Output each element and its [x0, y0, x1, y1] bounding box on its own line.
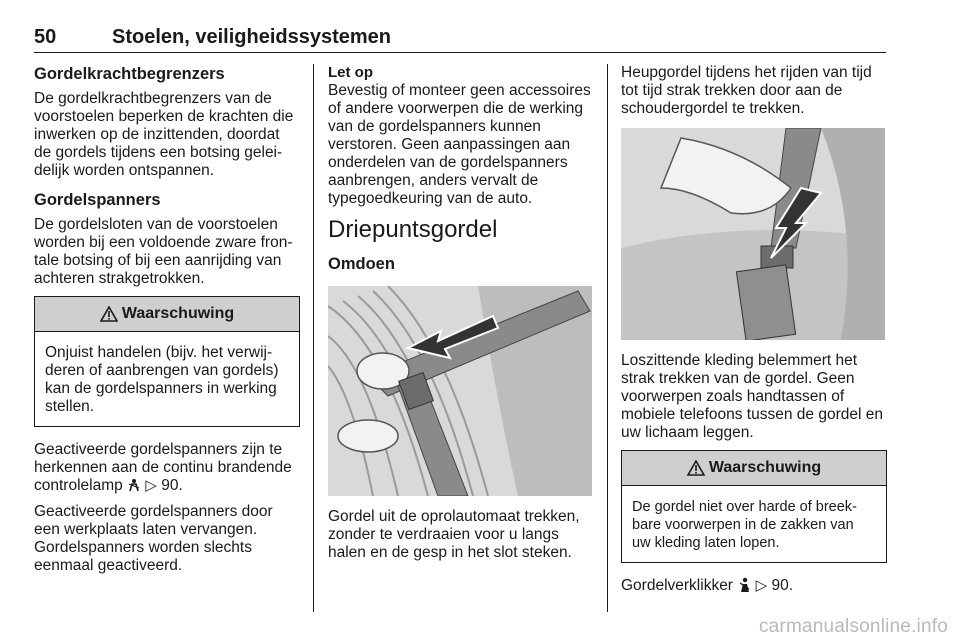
warning-triangle-icon — [687, 460, 705, 476]
warning-text: Onjuist handelen (bijv. het verwijderen of aanbrengen van gordels) kan de gordelspanners in werking stellen. — [45, 344, 279, 415]
column-1 — [34, 64, 300, 583]
paragraph-clothing: Loszittende kleding belemmert het strak trekken van de gordel. Geen voorwerpen zoals handtassen of mobiele telefoons tussen de gordel en uw lichaam leggen. — [621, 352, 883, 441]
belt-tighten-illustration — [621, 128, 885, 340]
warning-header — [622, 451, 886, 486]
column-divider — [313, 64, 314, 612]
page-reference-icon: ▷ — [145, 477, 157, 494]
page-number: 50 — [34, 26, 57, 48]
paragraph-replace: Geactiveerde gordelspanners door een werkplaats laten vervangen. Gordelspanners worden slechts eenmaal geactiveerd. — [34, 503, 273, 574]
seatbelt-reminder-icon — [737, 577, 751, 593]
warning-title: Waarschuwing — [121, 305, 235, 322]
page-header — [34, 26, 886, 53]
warning-text: De gordel niet over harde of breekbare voorwerpen in de zakken van uw kleding laten lopen. — [632, 499, 857, 551]
pretensioner-warning-lamp-icon — [127, 478, 141, 492]
paragraph-reminder — [621, 577, 887, 595]
heading-pretensioners: Gordelspanners — [34, 191, 161, 209]
paragraph-limiters: De gordelkrachtbegrenzers van de voorstoelen beperken de krachten die inwerken op de inzittenden, doordat de gordels tijdens een botsing geleidelijk worden ontspannen. — [34, 90, 294, 179]
warning-box — [621, 450, 887, 563]
paragraph-activated — [34, 441, 300, 495]
column-2 — [328, 64, 594, 570]
warning-triangle-icon — [100, 306, 118, 322]
page-reference: 90. — [161, 477, 183, 494]
belt-fastening-illustration — [328, 286, 592, 496]
warning-header — [35, 297, 299, 332]
heading-belt-limiters: Gordelkrachtbegrenzers — [34, 65, 225, 83]
paragraph-reminder-text: Gordelverklikker — [621, 577, 733, 594]
paragraph-fasten: Gordel uit de oprolautomaat trekken, zonder te verdraaien voor u langs halen en de gesp in het slot steken. — [328, 508, 580, 561]
column-3 — [621, 64, 887, 603]
paragraph-activated-text: Geactiveerde gordelspanners zijn te herkennen aan de continu brandende controlelamp — [34, 441, 292, 494]
paragraph-pretensioners: De gordelsloten van de voorstoelen worden bij een voldoende zware frontale botsing of bij een aanrijding van achteren strakgetrokken. — [34, 216, 293, 287]
paragraph-lap-belt: Heupgordel tijdens het rijden van tijd tot tijd strak trekken door aan de schoudergordel te trekken. — [621, 64, 872, 117]
watermark: carmanualsonline.info — [758, 616, 948, 637]
warning-box — [34, 296, 300, 427]
column-divider — [607, 64, 608, 612]
page-reference: 90. — [771, 577, 794, 594]
page-title: Stoelen, veiligheidssystemen — [112, 26, 391, 48]
warning-title: Waarschuwing — [708, 459, 822, 476]
page-reference-icon: ▷ — [755, 577, 768, 594]
heading-three-point-belt: Driepuntsgordel — [328, 216, 498, 243]
heading-fasten: Omdoen — [328, 255, 395, 273]
note-text: Bevestig of monteer geen accessoires of andere voorwerpen die de werking van de gordelspanners kunnen verstoren. Geen aanpassingen aan onderdelen van de gordelspanners aanbrengen, anders vervalt de typegoedkeuring van de auto. — [328, 82, 591, 207]
note-label: Let op — [328, 64, 373, 81]
